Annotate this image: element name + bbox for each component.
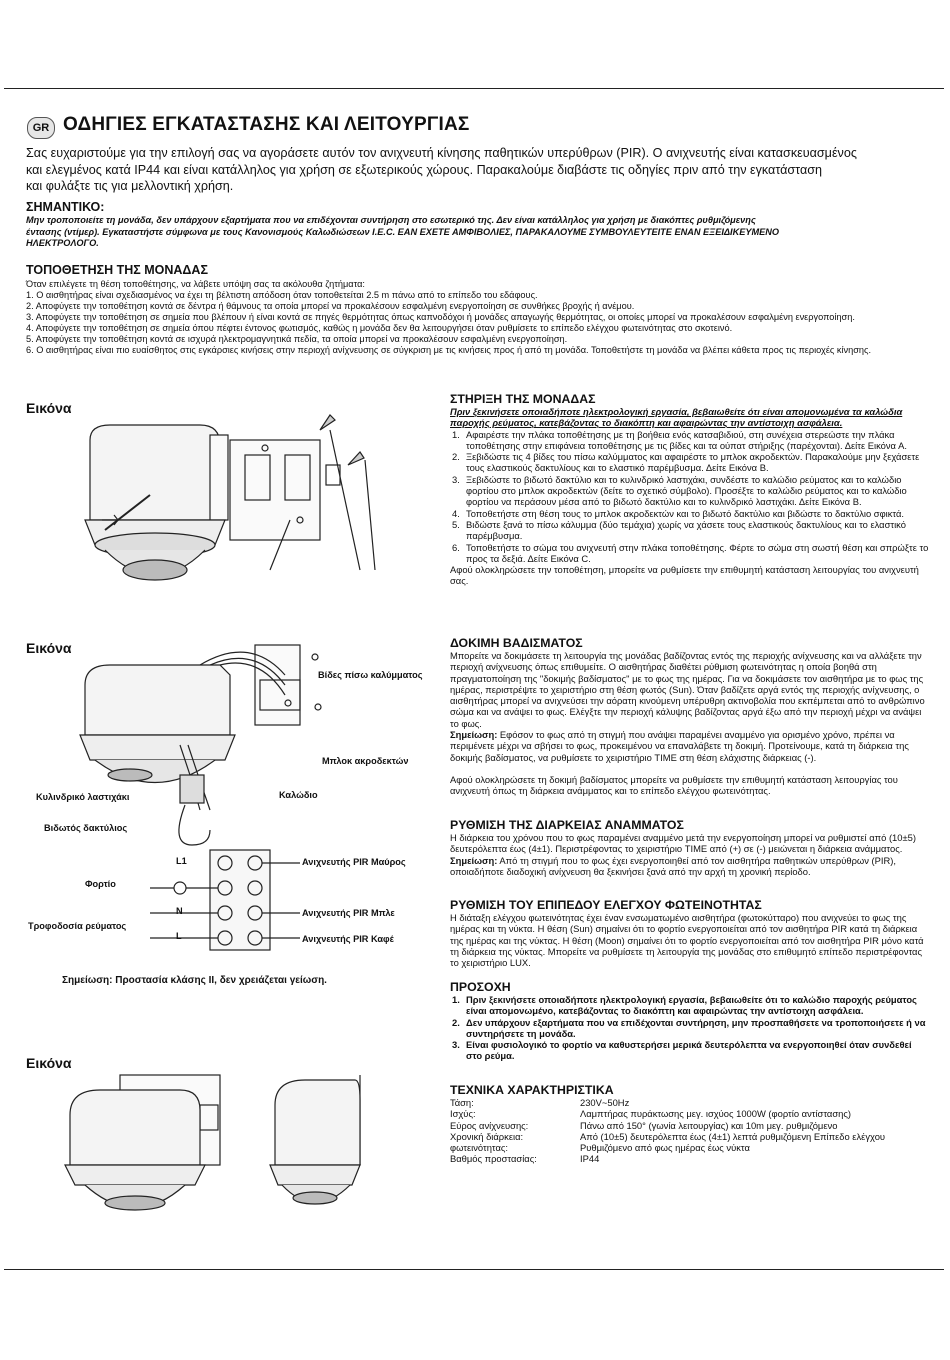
spec-key: Τάση:	[450, 1097, 474, 1108]
list-item	[450, 451, 930, 474]
lux-paragraph: Η διάταξη ελέγχου φωτεινότητας έχει έναν ενσωματωμένο αισθητήρα (φωτοκύτταρο) που ανιχνεύει το φως της ημέρας και τη νύκτα. Η θέση (Sun) σημαίνει ότι το φορτίο ενεργοποιείται από τον αισθητήρα PIR κατά τη διάρκεια της ημέρας και της νύκτας. Η θέση (Moon) σημαίνει ότι το φορτίο ενεργοποιείται από τον αισθητήρα PIR μόνο κατά τη διάρκεια της νύκτας. Μπορείτε να ρυθμίσετε τη λειτουργία της μονάδας στο επιθυμητό επίπεδο περιστρέφοντας το χειριστήριο LUX.	[450, 912, 924, 969]
important-section	[26, 200, 926, 250]
spec-value: 230V~50Hz	[580, 1097, 630, 1108]
walk-test-section	[450, 636, 930, 797]
figure-b-illustration	[60, 635, 420, 855]
spec-value: Από (10±5) δευτερόλεπτα έως (4±1) λεπτά ρυθμιζόμενη Επίπεδο ελέγχου	[580, 1130, 886, 1142]
figure-c-label: Εικόνα	[26, 1055, 72, 1071]
intro-text	[26, 145, 906, 195]
label-load: Φορτίο	[85, 879, 116, 889]
step-text: Τοποθετήστε το σώμα του ανιχνευτή στην πλάκα τοποθέτησης. Φέρτε το σώμα στη σωστή θέση και σπρώξτε το προς τα δεξιά. Δείτε Εικόνα C.	[466, 541, 929, 564]
specs-section	[450, 1083, 930, 1165]
spec-value: Ρυθμιζόμενο από φως ημέρας έως νύκτα	[580, 1142, 750, 1154]
note-label: Σημείωση:	[450, 729, 498, 741]
caution-section	[450, 980, 930, 1062]
figure-a-label: Εικόνα	[26, 400, 72, 416]
important-line: ΗΛΕΚΤΡΟΛΟΓΟ.	[26, 238, 99, 248]
list-item	[450, 542, 930, 565]
mounting-heading: ΤΟΠΟΘΕΤΗΣΗ ΤΗΣ ΜΟΝΑΔΑΣ	[26, 263, 208, 277]
label-cylinder-rubber: Κυλινδρικό λαστιχάκι	[36, 792, 130, 802]
page-title: ΟΔΗΓΙΕΣ ΕΓΚΑΤΑΣΤΑΣΗΣ ΚΑΙ ΛΕΙΤΟΥΡΓΙΑΣ	[63, 114, 470, 135]
important-line: έντασης (ντίμερ). Εγκαταστήστε σύμφωνα με τους Κανονισμούς Καλωδιώσεων I.E.C. ΕΑΝ ΕΧΕΤΕ ΑΜΦΙΒΟΛΙΕΣ, ΠΑΡΑΚΑΛΟΥΜΕ ΣΥΜΒΟΥΛΕΥΤΕΙΤΕ ΕΝΑΝ ΕΞΕΙΔΙΚΕΥΜΕΝΟ	[26, 226, 780, 237]
note-label: Σημείωση:	[450, 854, 498, 866]
lux-heading: ΡΥΘΜΙΣΗ ΤΟΥ ΕΠΙΠΕΔΟΥ ΕΛΕΓΧΟΥ ΦΩΤΕΙΝΟΤΗΤΑΣ	[450, 898, 762, 912]
spec-value: Λαμπτήρας πυράκτωσης μεγ. ισχύος 1000W (φορτίο αντίστασης)	[580, 1108, 851, 1120]
duration-paragraph: Η διάρκεια του χρόνου που το φως παραμένει αναμμένο μετά την ενεργοποίηση μπορεί να ρυθμιστεί από (10±5) δευτερόλεπτα έως (4±1). Περιστρέφοντας το χειριστήριο TIME από (+) σε (-) μειώνεται η διάρκεια ανάμματος.	[450, 832, 916, 855]
step-text: Ξεβιδώστε το βιδωτό δακτύλιο και το κυλινδρικό λαστιχάκι, συνδέστε το καλώδιο ρεύματος και το καλώδιο φορτίου στο μπλοκ ακροδεκτών (δείτε το σχετικό σύμβολο). Προσέξτε το καλώδιο ρεύματος και το καλώδιο φορτίου να περάσουν μέσα από το βιδωτό δακτύλιο και το κυλινδρικό λαστιχάκι. Δείτε Εικόνα Β.	[466, 473, 907, 508]
spec-key: Χρονική διάρκεια:	[450, 1130, 524, 1142]
list-item	[450, 519, 930, 542]
spec-row	[450, 1142, 930, 1153]
list-item: 5. Αποφύγετε την τοποθέτηση κοντά σε ισχυρά ηλεκτρομαγνητικά πεδία, τα οποία μπορεί να προκαλέσουν εσφαλμένη ενεργοποίηση.	[26, 334, 568, 344]
list-item: 6. Ο αισθητήρας είναι πιο ευαίσθητος στις εγκάρσιες κινήσεις στην περιοχή ανίχνευσης σε σύγκριση με τις κινήσεις προς ή από τη μονάδα. Τοποθετήστε τη μονάδα να βλέπει κάθετα προς τις περιοχές κίνησης.	[26, 345, 872, 355]
step-text: Αφαιρέστε την πλάκα τοποθέτησης με τη βοήθεια ενός κατσαβιδιού, στη συνέχεια στερεώστε την πλάκα τοποθέτησης στην επιφάνεια τοποθέτησης με τις βίδες και τα ούπατ στήριξης (παρέχονται). Δείτε Εικόνα Α.	[466, 428, 907, 451]
intro-line: και φυλάξτε τις για μελλοντική χρήση.	[26, 179, 234, 193]
step-text: Ξεβιδώστε τις 4 βίδες του πίσω καλύμματος και αφαιρέστε το μπλοκ ακροδεκτών. Παρακαλούμε μην ξεχάσετε τους ελαστικούς δακτυλίους και το ελαστικό παρέμβυσμα. Δείτε Εικόνα Β.	[466, 451, 920, 474]
list-item	[450, 474, 930, 508]
walk-test-note	[450, 729, 930, 763]
spec-row	[450, 1153, 930, 1164]
label-supply: Τροφοδοσία ρεύματος	[28, 921, 127, 931]
walk-test-paragraph: Μπορείτε να δοκιμάσετε τη λειτουργία της μονάδας βαδίζοντας εντός της περιοχής ανίχνευσης και να αλλάξετε την περιοχή ανίχνευσης όπως επιθυμείτε. Ο αισθητήρας διαθέτει ρύθμιση φωτεινότητας η οποία βοηθά στη πραγματοποίηση της "δοκιμής βαδίσματος" με το φως της ημέρας. Για να δοκιμάσετε τον αισθητήρα με το φως της ημέρας, περιστρέψτε το χειριστήριο στη θέση φωτός (Sun). Όταν βαδίζετε αργά εντός της περιοχής ανίχνευσης, ο αισθητήρας μπορεί να ανιχνεύσει την αόρατη κινούμενη υπέρυθρη ακτινοβολία που εκπέμπεται από το ανθρώπινο σώμα και να ανάψει το φως. Ελέγξτε την περιοχή κάλυψης βαδίζοντας αργά έξω από την περιοχή μέχρι να ανάψει το φως.	[450, 650, 925, 729]
caution-heading: ΠΡΟΣΟΧΗ	[450, 980, 511, 994]
step-number: 2.	[452, 451, 460, 463]
step-text: Είναι φυσιολογικό το φορτίο να καθυστερήσει μερικά δευτερόλεπτα να ενεργοποιηθεί όταν συνδεθεί στο ρεύμα.	[466, 1039, 912, 1062]
list-item: 4. Αποφύγετε την τοποθέτηση σε σημεία όπου πέφτει έντονος φωτισμός, καθώς η μονάδα δεν θα λειτουργήσει όταν ρυθμίσετε το επίπεδο ελέγχου φωτεινότητας στο σκοτεινό.	[26, 323, 733, 333]
language-badge: GR	[27, 117, 55, 139]
duration-heading: ΡΥΘΜΙΣΗ ΤΗΣ ΔΙΑΡΚΕΙΑΣ ΑΝΑΜΜΑΤΟΣ	[450, 818, 684, 832]
list-item	[450, 429, 930, 452]
label-threaded-ring: Βιδωτός δακτύλιος	[44, 823, 128, 833]
support-section	[450, 392, 930, 587]
support-warning: Πριν ξεκινήσετε οποιαδήποτε ηλεκτρολογική εργασία, βεβαιωθείτε ότι είναι απομονωμένα τα καλώδια παροχής ρεύματος, κατεβάζοντας το διακόπτη και αφαιρώντας την αντίστοιχη ασφάλεια.	[450, 406, 903, 429]
important-body	[26, 215, 926, 250]
step-text: Τοποθετήστε στη θέση τους το μπλοκ ακροδεκτών και το βιδωτό δακτύλιο και βιδώστε το δακτύλιο σφικτά.	[466, 507, 905, 519]
label-cable: Καλώδιο	[279, 790, 318, 800]
walk-test-heading: ΔΟΚΙΜΗ ΒΑΔΙΣΜΑΤΟΣ	[450, 636, 583, 650]
lux-section	[450, 898, 930, 968]
intro-line: Σας ευχαριστούμε για την επιλογή σας να αγοράσετε αυτόν τον ανιχνευτή κίνησης παθητικών υπερύθρων (PIR). Ο ανιχνευτής είναι κατασκευασμένος	[26, 146, 857, 160]
spec-key: Εύρος ανίχνευσης:	[450, 1119, 529, 1131]
step-number: 4.	[452, 507, 460, 519]
step-text: Βιδώστε ξανά το πίσω κάλυμμα (δύο τεμάχια) χωρίς να χάσετε τους ελαστικούς δακτυλίους και το ελαστικό παρέμβυσμα.	[466, 518, 906, 542]
spec-key: φωτεινότητας:	[450, 1142, 509, 1154]
step-text: Πριν ξεκινήσετε οποιαδήποτε ηλεκτρολογική εργασία, βεβαιωθείτε ότι το καλώδιο παροχής ρεύματος είναι απομονωμένο, κατεβάζοντας το διακόπτη και αφαιρώντας την αντίστοιχη ασφάλεια.	[466, 994, 917, 1017]
step-number: 2.	[452, 1016, 460, 1028]
caution-list	[450, 994, 930, 1062]
spec-row	[450, 1120, 930, 1131]
terminal-l1-label: L1	[176, 856, 187, 866]
figure-b-label: Εικόνα	[26, 640, 72, 656]
list-item: 2. Αποφύγετε την τοποθέτηση κοντά σε δέντρα ή θάμνους τα οποία μπορεί να προκαλέσουν εσφαλμένη ενεργοποίηση σε συνθήκες βροχής ή ανέμου.	[26, 301, 635, 311]
list-item: 1. Ο αισθητήρας είναι σχεδιασμένος να έχει τη βέλτιστη απόδοση όταν τοποθετείται 2.5 m πάνω από το επίπεδο του εδάφους.	[26, 290, 538, 300]
note-text: Από τη στιγμή που το φως έχει ενεργοποιηθεί από τον αισθητήρα παθητικών υπερύθρων (PIR), οποιαδήποτε διαδοχική ανίχνευση θα ξεκινήσει ξανά από την αρχή τη χρονική περίοδο.	[450, 854, 896, 877]
list-item: 3. Αποφύγετε την τοποθέτηση σε σημεία που βλέπουν ή είναι κοντά σε πηγές θερμότητας όπως καπνοδόχοι ή μονάδες απαγωγής θερμότητας, οι οποίες μπορεί να προκαλέσουν εσφαλμένη ενεργοποίηση.	[26, 312, 855, 322]
list-item	[450, 508, 930, 519]
step-number: 5.	[452, 518, 460, 530]
note-text: Εφόσον το φως από τη στιγμή που ανάψει παραμένει αναμμένο για ορισμένο χρόνο, πρέπει να περιμένετε μέχρι να σβήσει το φως, προκειμένου να επαναλάβετε τη δοκιμή. Προτείνουμε, κατά τη διάρκεια της δοκιμής βαδίσματος, να ρυθμίσετε το χειριστήριο TIME στη θέση ελάχιστης διάρκειας (-).	[450, 729, 909, 763]
step-number: 3.	[452, 473, 460, 485]
step-number: 6.	[452, 541, 460, 553]
figure-c-illustration	[60, 1070, 390, 1220]
terminal-n-label: N	[176, 906, 183, 916]
wiring-note: Σημείωση: Προστασία κλάσης II, δεν χρειάζεται γείωση.	[62, 975, 327, 986]
support-steps	[450, 429, 930, 565]
step-number: 3.	[452, 1039, 460, 1051]
list-item	[450, 1017, 930, 1040]
terminal-l-label: L	[176, 931, 182, 941]
important-heading: ΣΗΜΑΝΤΙΚΟ:	[26, 200, 105, 214]
label-pir-black: Ανιχνευτής PIR Μαύρος	[302, 857, 406, 867]
duration-note	[450, 855, 930, 878]
spec-key: Ισχύς:	[450, 1108, 476, 1120]
wiring-diagram	[150, 845, 310, 955]
spec-value: IP44	[580, 1153, 600, 1165]
specs-table	[450, 1097, 930, 1165]
spec-value: Πάνω από 150° (γωνία λειτουργίας) και 10m μεγ. ρυθμιζόμενο	[580, 1119, 838, 1131]
intro-line: και ελεγμένος κατά IP44 και είναι κατάλληλος για χρήση σε εξωτερικούς χώρους. Παρακαλούμε διαβάστε τις οδηγίες πριν από την εγκατάσταση	[26, 162, 823, 177]
step-number: 1.	[452, 994, 460, 1005]
support-heading: ΣΤΗΡΙΞΗ ΤΗΣ ΜΟΝΑΔΑΣ	[450, 392, 596, 406]
label-pir-brown: Ανιχνευτής PIR Καφέ	[302, 934, 394, 944]
label-cover-screws: Βίδες πίσω καλύμματος	[318, 670, 423, 680]
important-line: Μην τροποποιείτε τη μονάδα, δεν υπάρχουν εξαρτήματα που να επιδέχονται συντήρηση στο εσωτερικό της. Δεν είναι κατάλληλος για χρήση με διακόπτες ρυθμιζόμενης	[26, 215, 756, 225]
specs-heading: ΤΕΧΝΙΚΑ ΧΑΡΑΚΤΗΡΙΣΤΙΚΑ	[450, 1083, 614, 1097]
spec-key: Βαθμός προστασίας:	[450, 1153, 537, 1165]
label-pir-blue: Ανιχνευτής PIR Μπλε	[302, 908, 395, 918]
duration-section	[450, 818, 930, 877]
label-terminal-block: Μπλοκ ακροδεκτών	[322, 756, 409, 766]
mounting-section	[26, 263, 926, 356]
spec-row	[450, 1131, 930, 1142]
spec-row	[450, 1097, 930, 1108]
list-item	[450, 1039, 930, 1062]
mounting-lead: Όταν επιλέγετε τη θέση τοποθέτησης, να λάβετε υπόψη σας τα ακόλουθα ζητήματα:	[26, 279, 365, 289]
spec-row	[450, 1108, 930, 1119]
mounting-list	[26, 290, 926, 356]
list-item	[450, 994, 930, 1017]
step-number: 1.	[452, 428, 460, 440]
walk-test-paragraph-2: Αφού ολοκληρώσετε τη δοκιμή βαδίσματος μπορείτε να ρυθμίσετε την επιθυμητή κατάσταση λειτουργίας του ανιχνευτή όπως τη διάρκεια ανάμματος και το επίπεδο ελέγχου φωτεινότητας.	[450, 773, 898, 797]
figure-a-illustration	[30, 410, 450, 610]
support-after: Αφού ολοκληρώσετε την τοποθέτηση, μπορείτε να ρυθμίσετε την επιθυμητή κατάσταση λειτουργίας του ανιχνευτή σας.	[450, 564, 919, 587]
step-text: Δεν υπάρχουν εξαρτήματα που να επιδέχονται συντήρηση, μην προσπαθήσετε να τροποποιήσετε ή να συντηρήσετε τη μονάδα.	[466, 1016, 926, 1039]
